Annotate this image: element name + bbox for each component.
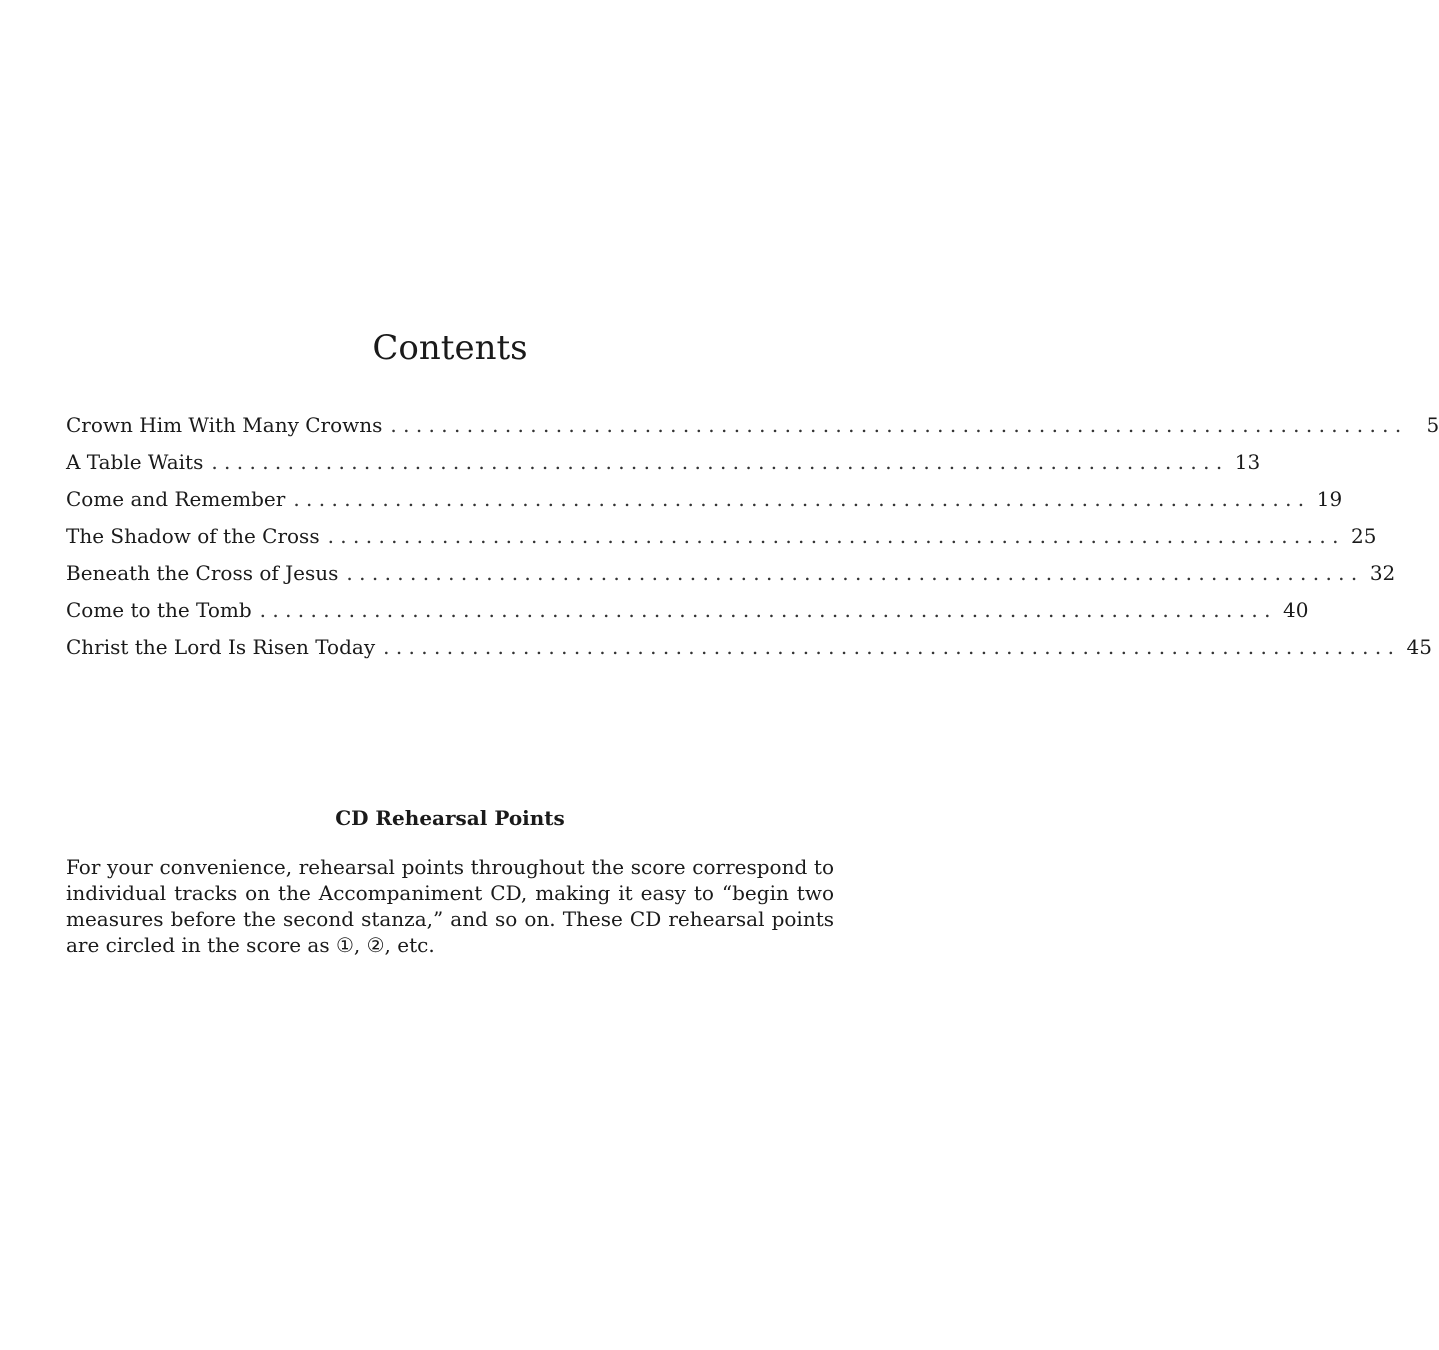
dot-leader: . . . . . . . . . . . . . . . . . . . . . . . . . . . . . . . . . . . . . . . . . . . . . . . . . . . . . . . . . . . . . . . . . . . . . . . . . . . . . . . . <box>327 524 1339 548</box>
table-of-contents <box>66 407 1439 666</box>
toc-entry <box>66 555 1396 592</box>
toc-entry <box>66 481 1343 518</box>
toc-entry-page: 13 <box>1234 450 1261 474</box>
dot-leader: . . . . . . . . . . . . . . . . . . . . . . . . . . . . . . . . . . . . . . . . . . . . . . . . . . . . . . . . . . . . . . . . . . . . . . . . . . . . . . . . <box>293 487 1305 511</box>
rehearsal-points-heading: CD Rehearsal Points <box>335 806 565 830</box>
toc-entry-title: Come to the Tomb <box>66 598 252 622</box>
toc-entry <box>66 592 1309 629</box>
dot-leader: . . . . . . . . . . . . . . . . . . . . . . . . . . . . . . . . . . . . . . . . . . . . . . . . . . . . . . . . . . . . . . . . . . . . . . . . . . . . . . . . <box>346 561 1358 585</box>
dot-leader: . . . . . . . . . . . . . . . . . . . . . . . . . . . . . . . . . . . . . . . . . . . . . . . . . . . . . . . . . . . . . . . . . . . . . . . . . . . . . . . . <box>383 635 1394 659</box>
toc-entry <box>66 518 1377 555</box>
toc-entry-page: 5 <box>1426 413 1439 437</box>
toc-entry-page: 32 <box>1369 561 1396 585</box>
toc-entry-page: 25 <box>1350 524 1377 548</box>
dot-leader: . . . . . . . . . . . . . . . . . . . . . . . . . . . . . . . . . . . . . . . . . . . . . . . . . . . . . . . . . . . . . . . . . . . . . . . . . . . . . . . . <box>211 450 1223 474</box>
toc-entry <box>66 444 1261 481</box>
dot-leader: . . . . . . . . . . . . . . . . . . . . . . . . . . . . . . . . . . . . . . . . . . . . . . . . . . . . . . . . . . . . . . . . . . . . . . . . . . . . . . . . <box>390 413 1402 437</box>
toc-entry-page: 40 <box>1283 598 1309 622</box>
toc-entry-title: Crown Him With Many Crowns <box>66 413 383 437</box>
toc-entry-title: Beneath the Cross of Jesus <box>66 561 339 585</box>
toc-entry-title: A Table Waits <box>66 450 204 474</box>
rehearsal-points-paragraph: For your convenience, rehearsal points throughout the score correspond to individual tracks on the Accompaniment CD, making it easy to “begin two measures before the second stanza,” and so on. These CD rehearsal points are circled in the score as ①, ②, etc. <box>66 855 834 957</box>
dot-leader: . . . . . . . . . . . . . . . . . . . . . . . . . . . . . . . . . . . . . . . . . . . . . . . . . . . . . . . . . . . . . . . . . . . . . . . . . . . . . . . . <box>259 598 1271 622</box>
toc-entry-page: 19 <box>1316 487 1343 511</box>
page-title: Contents <box>372 328 528 368</box>
toc-entry-title: Come and Remember <box>66 487 286 511</box>
toc-entry <box>66 407 1439 444</box>
toc-entry <box>66 629 1432 666</box>
toc-entry-page: 45 <box>1406 635 1432 659</box>
toc-entry-title: The Shadow of the Cross <box>66 524 320 548</box>
toc-entry-title: Christ the Lord Is Risen Today <box>66 635 376 659</box>
